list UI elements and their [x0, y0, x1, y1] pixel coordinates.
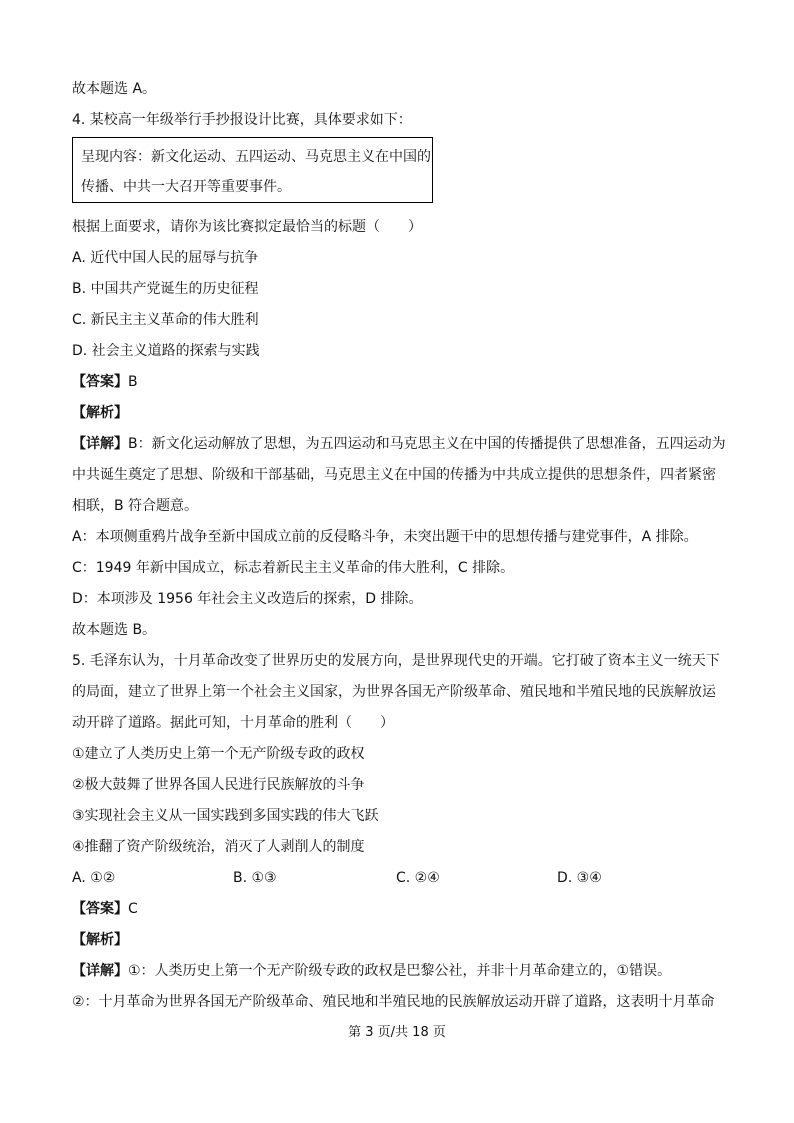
explanation-label: 【详解】	[72, 436, 128, 452]
answer-value: B	[128, 374, 138, 390]
explanation-label: 【详解】	[72, 963, 128, 979]
question-4-option-c: C. 新民主主义革命的伟大胜利	[72, 312, 259, 328]
requirement-line-1: 呈现内容：新文化运动、五四运动、马克思主义在中国的	[81, 149, 431, 165]
question-4-explanation-d: D：本项涉及 1956 年社会主义改造后的探索，D 排除。	[72, 591, 423, 607]
question-4-prompt: 根据上面要求，请你为该比赛拟定最恰当的标题（ ）	[72, 219, 422, 235]
question-4-explanation-line-2: 中共诞生奠定了思想、阶级和干部基础，马克思主义在中国的传播为中共成立提供的思想条件，四者紧密	[72, 467, 716, 483]
question-4-option-b: B. 中国共产党诞生的历史征程	[72, 281, 259, 297]
question-4-explanation-line-1	[72, 435, 726, 453]
explanation-text: ①：人类历史上第一个无产阶级专政的政权是巴黎公社，并非十月革命建立的，①错误。	[128, 963, 672, 979]
page-footer: 第 3 页/共 18 页	[348, 1025, 446, 1040]
question-4-option-d: D. 社会主义道路的探索与实践	[72, 343, 260, 359]
question-5-statement-2: ②极大鼓舞了世界各国人民进行民族解放的斗争	[72, 777, 365, 793]
requirement-line-2: 传播、中共一大召开等重要事件。	[81, 179, 291, 195]
requirement-box	[72, 137, 433, 203]
question-4-answer	[72, 373, 138, 391]
question-5-explanation-line-2: ②：十月革命为世界各国无产阶级革命、殖民地和半殖民地的民族解放运动开辟了道路，这表明十月革命	[72, 994, 715, 1010]
question-4-explanation-a: A：本项侧重鸦片战争至新中国成立前的反侵略斗争，未突出题干中的思想传播与建党事件，A 排除。	[72, 529, 698, 545]
question-4-explanation-c: C：1949 年新中国成立，标志着新民主主义革命的伟大胜利，C 排除。	[72, 560, 515, 576]
question-5-analysis-heading: 【解析】	[72, 932, 128, 948]
question-5-explanation-line-1	[72, 962, 671, 980]
question-5-option-b: B. ①③	[233, 870, 277, 886]
question-4-stem: 4. 某校高一年级举行手抄报设计比赛，具体要求如下：	[72, 112, 412, 128]
question-5-stem-line-3: 动开辟了道路。据此可知，十月革命的胜利（ ）	[72, 715, 394, 731]
question-5-option-a: A. ①②	[72, 870, 116, 886]
question-5-option-d: D. ③④	[557, 870, 602, 886]
question-4-analysis-heading: 【解析】	[72, 405, 128, 421]
answer-value: C	[128, 901, 138, 917]
question-5-option-c: C. ②④	[396, 870, 440, 886]
question-5-statement-4: ④推翻了资产阶级统治，消灭了人剥削人的制度	[72, 839, 365, 855]
prev-answer-conclusion: 故本题选 A。	[72, 81, 157, 97]
question-5-answer	[72, 900, 138, 918]
question-5-statement-1: ①建立了人类历史上第一个无产阶级专政的政权	[72, 746, 365, 762]
explanation-text: B：新文化运动解放了思想，为五四运动和马克思主义在中国的传播提供了思想准备，五四运动为	[128, 436, 726, 452]
question-4-option-a: A. 近代中国人民的屈辱与抗争	[72, 250, 259, 266]
question-5-stem-line-1: 5. 毛泽东认为，十月革命改变了世界历史的发展方向，是世界现代史的开端。它打破了资本主义一统天下	[72, 653, 720, 669]
question-4-conclusion: 故本题选 B。	[72, 622, 157, 638]
answer-label: 【答案】	[72, 374, 128, 390]
answer-label: 【答案】	[72, 901, 128, 917]
question-4-explanation-line-3: 相联，B 符合题意。	[72, 498, 199, 514]
question-5-statement-3: ③实现社会主义从一国实践到多国实践的伟大飞跃	[72, 808, 379, 824]
question-5-stem-line-2: 的局面，建立了世界上第一个社会主义国家，为世界各国无产阶级革命、殖民地和半殖民地的民族解放运	[72, 684, 716, 700]
